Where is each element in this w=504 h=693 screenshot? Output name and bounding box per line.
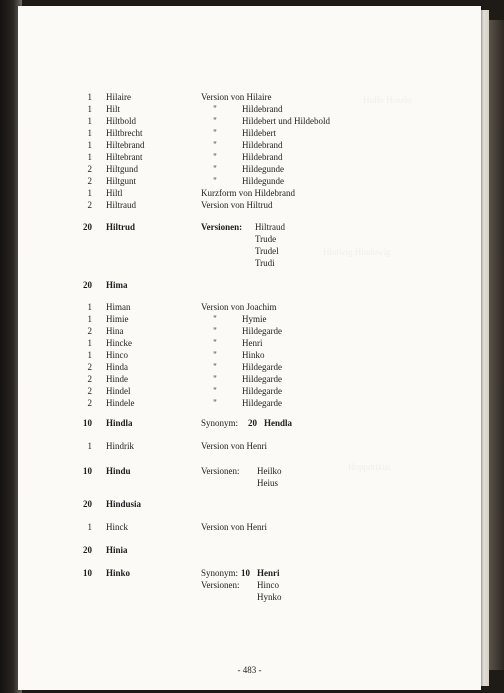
entry-description: Version von Hiltrud [201, 200, 273, 210]
version-item: Trudi [255, 258, 275, 268]
ditto-mark: " [213, 140, 217, 150]
version-row [18, 591, 481, 604]
show-through-text: Hoffe Hoselo [363, 95, 412, 105]
synonym-number: 10 [241, 568, 250, 578]
synonym-name: Henri [257, 568, 280, 578]
entry-number: 1 [87, 338, 92, 348]
entry-reference: Hildegarde [242, 374, 282, 384]
entry-number: 1 [87, 128, 92, 138]
entry-name: Hiltebrand [106, 140, 145, 150]
versions-label: Versionen: [201, 580, 240, 590]
entry-row [18, 199, 481, 212]
entry-row [18, 397, 481, 410]
entry-reference: Hildebrand [242, 152, 283, 162]
entry-name: Hinco [106, 350, 128, 360]
entry-name: Hima [106, 280, 128, 290]
entry-number: 1 [87, 152, 92, 162]
ditto-mark: " [213, 350, 217, 360]
entry-name: Himie [106, 314, 129, 324]
entry-name: Hiltgund [106, 164, 139, 174]
entry-name: Hiltraud [106, 200, 136, 210]
entry-name: Hiltbold [106, 116, 137, 126]
entry-name: Hindel [106, 386, 131, 396]
entry-row-main [18, 279, 481, 292]
entry-reference: Henri [242, 338, 263, 348]
version-item: Trude [255, 234, 277, 244]
entry-number: 1 [87, 302, 92, 312]
ditto-mark: " [213, 326, 217, 336]
entry-reference: Hildegarde [242, 398, 282, 408]
entry-reference: Hymie [242, 314, 267, 324]
version-item: Heilko [257, 466, 282, 476]
entry-reference: Hildebrand [242, 104, 283, 114]
entry-reference: Hildegarde [242, 362, 282, 372]
entry-number: 1 [87, 314, 92, 324]
entry-name: Hindrik [106, 441, 134, 451]
entry-name: Hindele [106, 398, 135, 408]
entry-number: 1 [87, 92, 92, 102]
entry-row-main [18, 544, 481, 557]
synonym-name: Hendla [264, 418, 293, 428]
ditto-mark: " [213, 314, 217, 324]
ditto-mark: " [213, 176, 217, 186]
entry-number: 1 [87, 350, 92, 360]
ditto-mark: " [213, 338, 217, 348]
entry-number: 2 [87, 176, 92, 186]
entry-number: 10 [83, 418, 92, 428]
entry-name: Hinda [106, 362, 128, 372]
entry-name: Hinde [106, 374, 128, 384]
entry-reference: Hildegunde [242, 164, 284, 174]
entry-number: 2 [87, 200, 92, 210]
versions-label: Versionen: [201, 222, 243, 232]
entry-name: Hiltbrecht [106, 128, 143, 138]
entry-name: Hiltgunt [106, 176, 137, 186]
version-item: Trudel [255, 246, 279, 256]
entry-reference: Hildebrand [242, 140, 283, 150]
cover-edge [489, 20, 504, 670]
entry-reference: Hildegarde [242, 386, 282, 396]
version-item: Heius [257, 478, 278, 488]
entry-name: Hindla [106, 418, 133, 428]
entry-name: Himan [106, 302, 131, 312]
entry-number: 1 [87, 104, 92, 114]
entry-name: Hiltrud [106, 222, 136, 232]
entry-row-main [18, 417, 481, 430]
entry-number: 2 [87, 386, 92, 396]
entry-number: 20 [83, 545, 92, 555]
entry-number: 20 [83, 280, 92, 290]
version-item: Hynko [257, 592, 282, 602]
ditto-mark: " [213, 386, 217, 396]
entry-name: Hiltebrant [106, 152, 143, 162]
show-through-text: Hoppdrikus [348, 462, 391, 472]
entry-row [18, 440, 481, 453]
entry-description: Version von Henri [201, 522, 267, 532]
ditto-mark: " [213, 374, 217, 384]
page-edge [481, 10, 489, 686]
entry-number: 10 [83, 568, 92, 578]
entry-name: Hinia [106, 545, 128, 555]
entry-number: 1 [87, 116, 92, 126]
entry-row [18, 521, 481, 534]
ditto-mark: " [213, 116, 217, 126]
entry-reference: Hildebert und Hildebold [242, 116, 330, 126]
synonym-label: Synonym: [201, 568, 239, 578]
entry-number: 1 [87, 441, 92, 451]
ditto-mark: " [213, 152, 217, 162]
entry-reference: Hildebert [242, 128, 276, 138]
ditto-mark: " [213, 362, 217, 372]
entry-reference: Hildegunde [242, 176, 284, 186]
entry-description: Kurzform von Hildebrand [201, 188, 295, 198]
entry-number: 1 [87, 522, 92, 532]
entry-number: 2 [87, 164, 92, 174]
entry-number: 2 [87, 398, 92, 408]
entry-reference: Hildegarde [242, 326, 282, 336]
entry-name: Hinck [106, 522, 128, 532]
entry-name: Hina [106, 326, 124, 336]
ditto-mark: " [213, 104, 217, 114]
version-item: Hiltraud [255, 222, 285, 232]
entry-name: Hindu [106, 466, 131, 476]
entry-number: 1 [87, 140, 92, 150]
version-item: Hinco [257, 580, 279, 590]
entry-description: Version von Joachim [201, 302, 277, 312]
entry-number: 1 [87, 188, 92, 198]
entry-reference: Hinko [242, 350, 265, 360]
ditto-mark: " [213, 164, 217, 174]
entry-name: Hinko [106, 568, 131, 578]
entry-number: 2 [87, 326, 92, 336]
synonym-label: Synonym: [201, 418, 239, 428]
book-page [18, 6, 481, 690]
entry-number: 2 [87, 374, 92, 384]
page-number: - 483 - [237, 665, 262, 675]
entry-name: Hilaire [106, 92, 131, 102]
entry-description: Version von Henri [201, 441, 267, 451]
version-row [18, 257, 481, 270]
entry-name: Hincke [106, 338, 132, 348]
show-through-text: Hlotwig Hluduwig [323, 247, 391, 257]
ditto-mark: " [213, 128, 217, 138]
entry-number: 2 [87, 362, 92, 372]
entry-name: Hindusia [106, 499, 142, 509]
entry-name: Hilt [106, 104, 121, 114]
ditto-mark: " [213, 398, 217, 408]
version-row [18, 477, 481, 490]
versions-label: Versionen: [201, 466, 240, 476]
entry-number: 10 [83, 466, 92, 476]
synonym-number: 20 [248, 418, 257, 428]
entry-description: Version von Hilaire [201, 92, 272, 102]
entry-name: Hiltl [106, 188, 123, 198]
entry-number: 20 [83, 499, 92, 509]
entry-row-main [18, 498, 481, 511]
entry-number: 20 [83, 222, 92, 232]
